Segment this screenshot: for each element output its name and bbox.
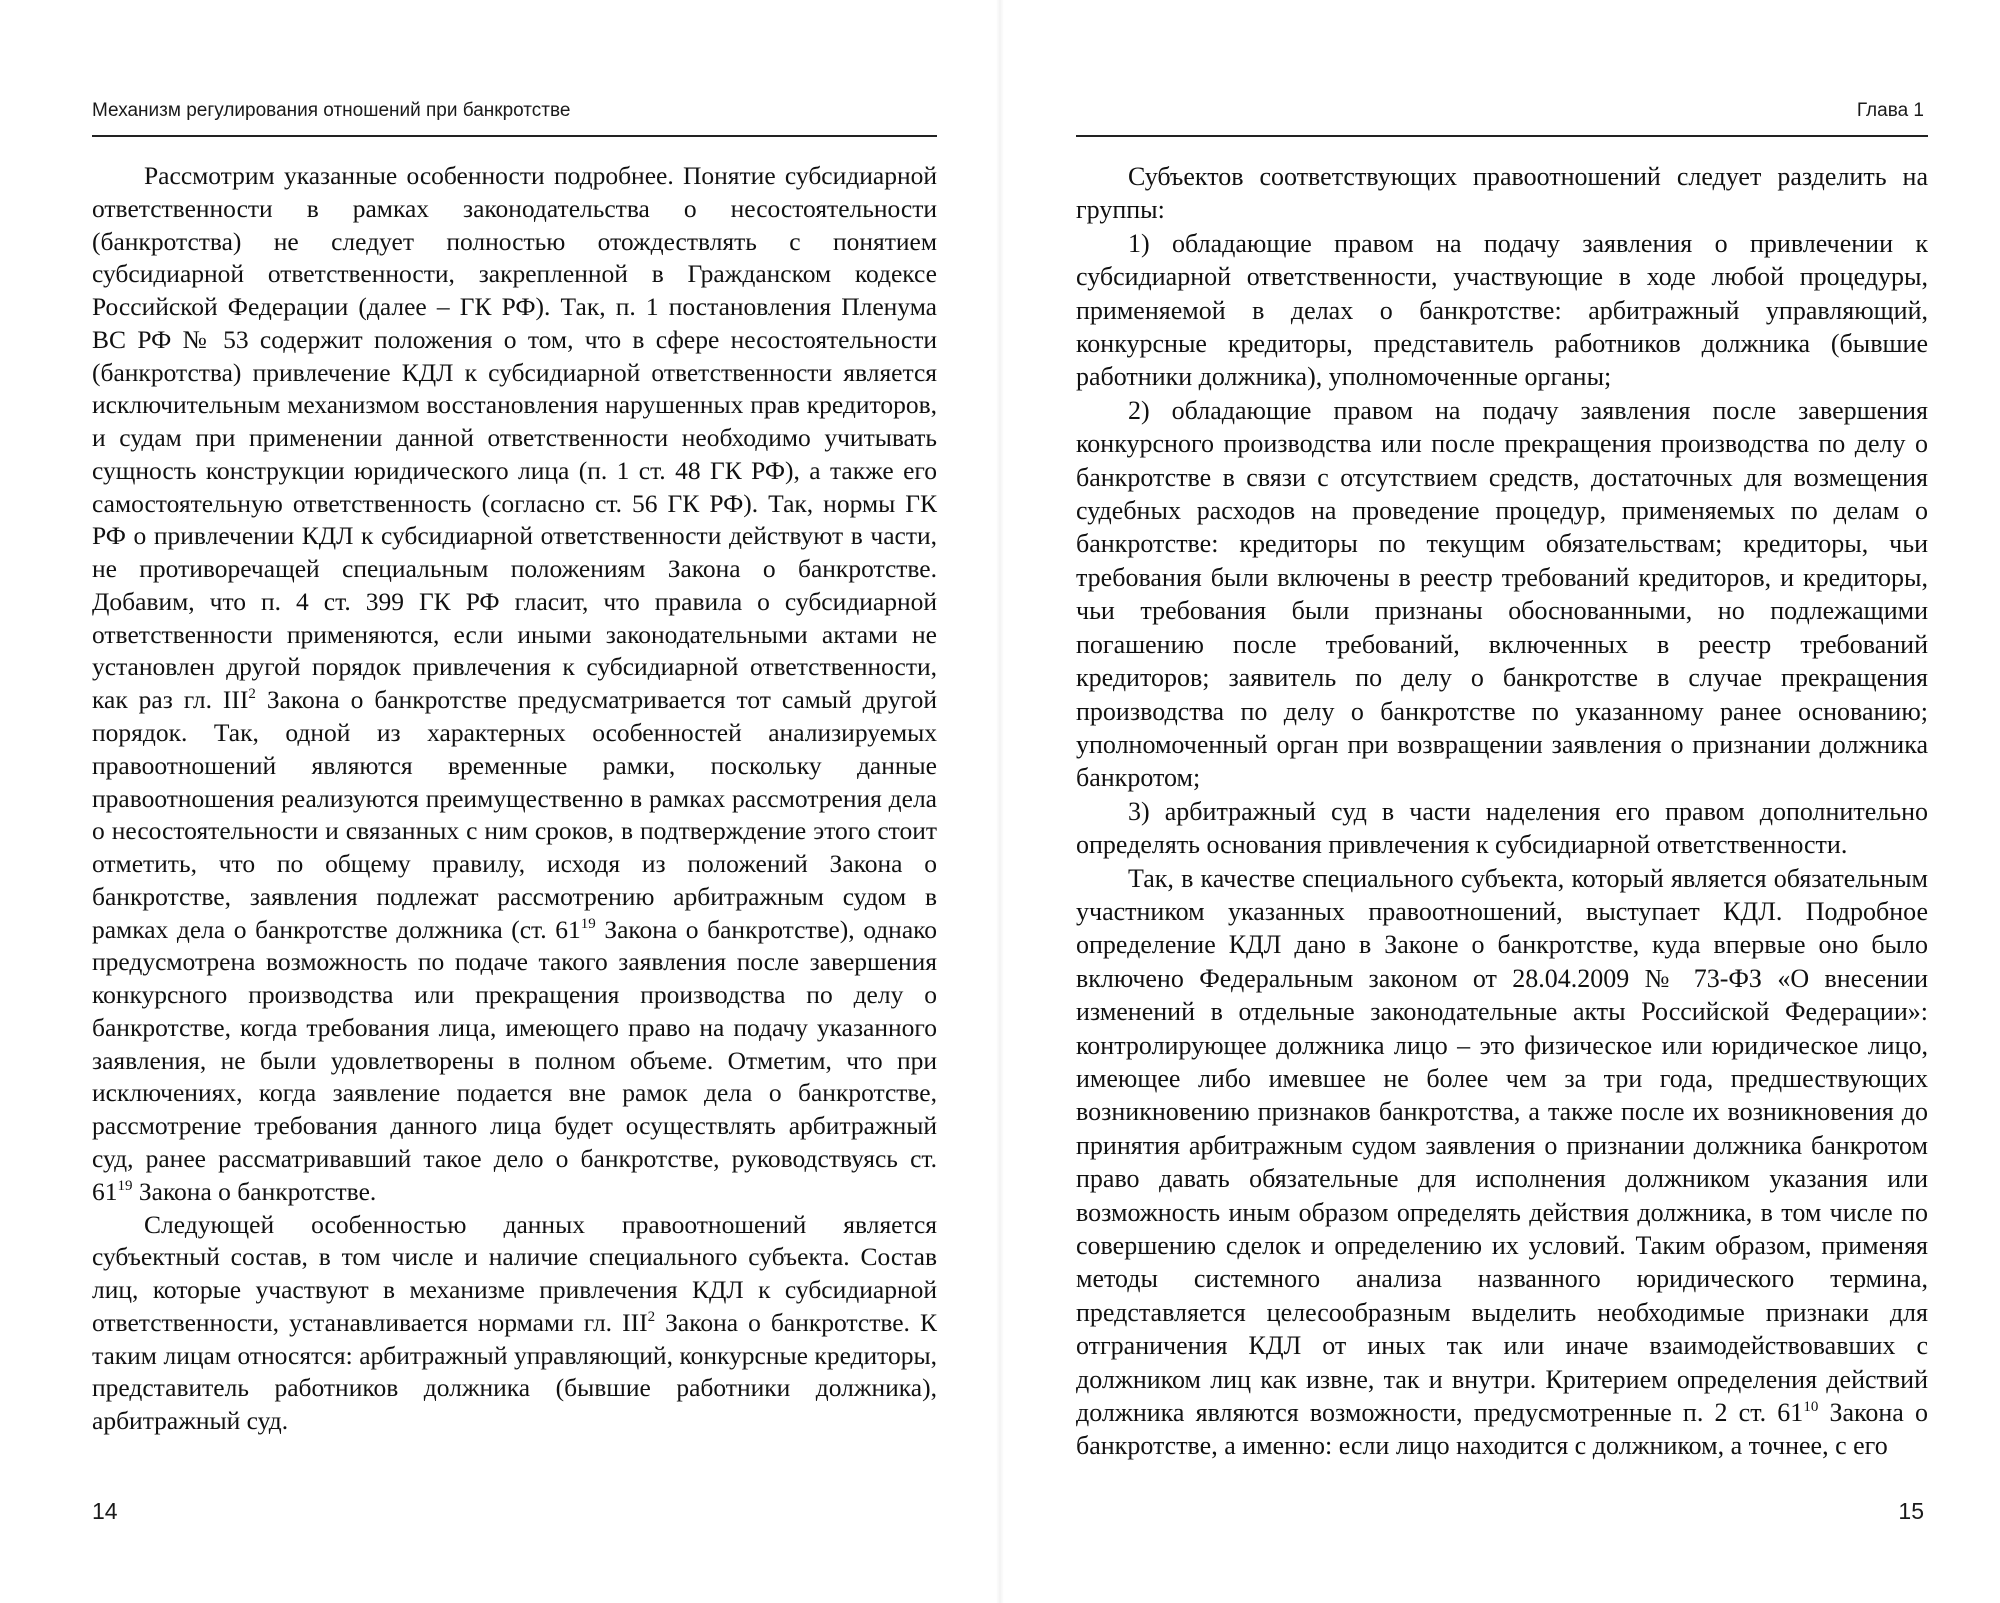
- page-number: 14: [92, 1498, 118, 1524]
- page-number: 15: [1898, 1498, 1924, 1524]
- text-run: Закона о банкротстве), однако предусмотрена возможность по подаче такого заявления после завершения конкурсного производства или прекращения производства по делу о банкротстве, когда требования лица, имеющего право на подачу указанного заявления, не были удовлетворены в полном объеме. Отметим, что при исключениях, когда заявление подается вне рамок дела о банкротстве, рассмотрение требования данного лица будет осуществлять арбитражный суд, ранее рассматривавший такое дело о банкротстве, руководствуясь ст. 61: [92, 914, 937, 1206]
- paragraph: [1076, 394, 1928, 795]
- text-run: Рассмотрим указанные особенности подробнее. Понятие субсидиарной ответственности в рамках законодательства о несостоятельности (банкротства) не следует полностью отождествлять с понятием субсидиарной ответственности, закрепленной в Гражданском кодексе Российской Федерации (далее – ГК РФ). Так, п. 1 постановления Пленума ВС РФ № 53 содержит положения о том, что в сфере несостоятельности (банкротства) привлечение КДЛ к субсидиарной ответственности является исключительным механизмом восстановления нарушенных прав кредиторов, и судам при применении данной ответственности необходимо учитывать сущность конструкции юридического лица (п. 1 ст. 48 ГК РФ), а также его самостоятельную ответственность (согласно ст. 56 ГК РФ). Так, нормы ГК РФ о привлечении КДЛ к субсидиарной ответственности действуют в части, не противоречащей специальным положениям Закона о банкротстве. Добавим, что п. 4 ст. 399 ГК РФ гласит, что правила о субсидиарной ответственности применяются, если иными законодательными актами не установлен другой порядок привлечения к субсидиарной ответственности, как раз гл. III: [92, 161, 937, 715]
- text-run: Следующей особенностью данных правоотношений является субъектный состав, в том числе и наличие специального субъекта. Состав лиц, которые участвуют в механизме привлечения КДЛ к субсидиарной ответственности, устанавливается нормами гл. III: [92, 1209, 937, 1337]
- body-text: [1076, 160, 1928, 1463]
- text-run: 1) обладающие правом на подачу заявления о привлечении к субсидиарной ответственности, участвующие в ходе любой процедуры, применяемой в делах о банкротстве: арбитражный управляющий, конкурсные кредиторы, представитель работников должника (бывшие работники должника), уполномоченные органы;: [1076, 228, 1928, 392]
- footnote-superscript: 19: [580, 915, 596, 932]
- paragraph: [92, 160, 937, 1209]
- footnote-superscript: 19: [117, 1177, 133, 1194]
- paragraph: [92, 1209, 937, 1438]
- text-run: 2) обладающие правом на подачу заявления после завершения конкурсного производства или после прекращения производства по делу о банкротстве в связи с отсутствием средств, достаточных для возмещения судебных расходов на проведение процедур, применяемых по делам о банкротстве: кредиторы по текущим обязательствам; кредиторы, чьи требования были включены в реестр требований кредиторов, и кредиторы, чьи требования были признаны обоснованными, но подлежащими погашению после требований, включенных в реестр требований кредиторов; заявитель по делу о банкротстве в случае прекращения производства по делу о банкротстве по указанному ранее основанию; уполномоченный орган при возвращении заявления о признании должника банкротом;: [1076, 395, 1928, 793]
- text-run: Так, в качестве специального субъекта, который является обязательным участником указанных правоотношений, выступает КДЛ. Подробное определение КДЛ дано в Законе о банкротстве, куда впервые оно было включено Федеральным законом от 28.04.2009 № 73-ФЗ «О внесении изменений в отдельные законодательные акты Российской Федерации»: контролирующее должника лицо – это физическое или юридическое лицо, имеющее либо имевшее не более чем за три года, предшествующих возникновению признаков банкротства, а также после их возникновения до принятия арбитражным судом заявления о признании должника банкротом право давать обязательные для исполнения должником указания или возможность иным образом определять действия должника, в том числе по совершению сделок и определению их условий. Таким образом, применяя методы системного анализа названного юридического термина, представляется целесообразным выделить необходимые признаки для отграничения КДЛ от иных так или иначе взаимодействовавших с должником лиц как извне, так и внутри. Критерием определения действий должника являются возможности, предусмотренные п. 2 ст. 61: [1076, 863, 1928, 1428]
- paragraph: [1076, 795, 1928, 862]
- text-run: 3) арбитражный суд в части наделения его правом дополнительно определять основания привлечения к субсидиарной ответственности.: [1076, 796, 1928, 860]
- text-run: Закона о банкротстве.: [132, 1176, 377, 1206]
- text-run: Закона о банкротстве. К таким лицам относятся: арбитражный управляющий, конкурсные кредиторы, представитель работников должника (бывшие работники должника), арбитражный суд.: [92, 1307, 937, 1436]
- right-page: [1000, 0, 2000, 1603]
- paragraph: [1076, 862, 1928, 1463]
- text-run: Закона о банкротстве предусматривается тот самый другой порядок. Так, одной из характерных особенностей анализируемых правоотношений являются временные рамки, поскольку данные правоотношения реализуются преимущественно в рамках рассмотрения дела о несостоятельности и связанных с ним сроков, в подтверждение этого стоит отметить, что по общему правилу, исходя из положений Закона о банкротстве, заявления подлежат рассмотрению арбитражным судом в рамках дела о банкротстве должника (ст. 61: [92, 685, 938, 944]
- header-rule: [1076, 135, 1928, 137]
- paragraph: [1076, 160, 1928, 227]
- text-run: Субъектов соответствующих правоотношений следует разделить на группы:: [1076, 162, 1928, 225]
- footnote-superscript: 2: [248, 686, 256, 703]
- footnote-superscript: 2: [647, 1308, 656, 1325]
- header-rule: [92, 135, 937, 137]
- body-text: [92, 160, 937, 1438]
- paragraph: [1076, 227, 1928, 394]
- running-head: Механизм регулирования отношений при банкротстве: [92, 100, 571, 121]
- text-run: Закона о банкротстве, а именно: если лицо находится с должником, а точнее, с его: [1076, 1398, 1928, 1461]
- footnote-superscript: 10: [1803, 1399, 1819, 1416]
- running-head: Глава 1: [1856, 100, 1924, 121]
